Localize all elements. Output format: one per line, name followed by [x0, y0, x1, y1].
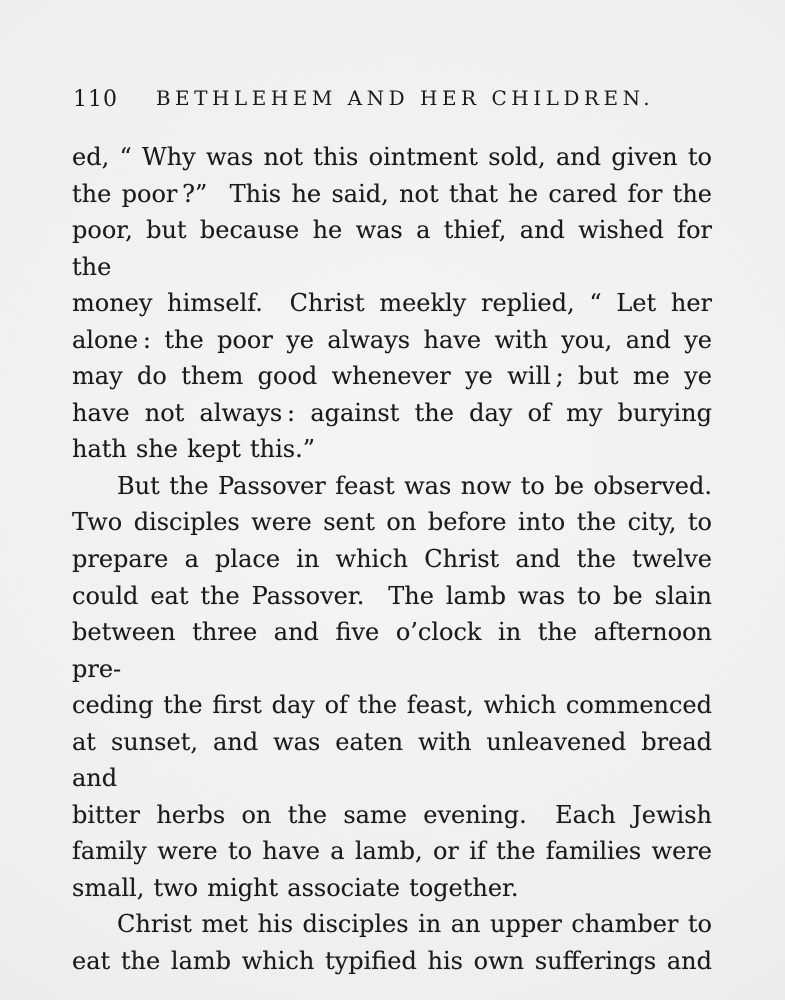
- text-line: prepare a place in which Christ and the twelve: [72, 545, 712, 574]
- text-line: poor, but because he was a thief, and wished for the: [72, 216, 712, 281]
- text-line: alone : the poor ye always have with you, and ye: [72, 325, 712, 354]
- page-header: [72, 86, 712, 118]
- text-line: hath she kept this.”: [72, 435, 315, 464]
- text-line: at sunset, and was eaten with unleavened bread and: [72, 727, 712, 793]
- running-title: BETHLEHEM AND HER CHILDREN.: [155, 86, 655, 110]
- text-line: ceding the first day of the feast, which commenced: [72, 691, 712, 720]
- text-line: could eat the Passover. The lamb was to be slain: [72, 581, 712, 610]
- text-line: may do them good whenever ye will ; but me ye: [72, 362, 712, 391]
- text-line: bitter herbs on the same evening. Each Jewish: [72, 800, 712, 829]
- text-line: family were to have a lamb, or if the families were: [72, 837, 712, 866]
- text-line: money himself. Christ meekly replied, “ Let her: [72, 289, 712, 318]
- text-line: Two disciples were sent on before into the city, to: [72, 508, 712, 537]
- text-line: have not always : against the day of my burying: [72, 398, 712, 427]
- text-line: eat the lamb which typified his own sufferings and: [72, 947, 712, 976]
- text-line: But the Passover feast was now to be observed.: [117, 471, 712, 500]
- text-line: ed, “ Why was not this ointment sold, and given to: [72, 143, 712, 171]
- text-line: between three and five o’clock in the afternoon pre-: [72, 618, 712, 683]
- page-body-text: [72, 139, 712, 980]
- text-line: the poor ?” This he said, not that he cared for the: [72, 179, 712, 208]
- text-line: small, two might associate together.: [72, 873, 519, 902]
- page-number: 110: [73, 87, 118, 112]
- text-line: Christ met his disciples in an upper chamber to: [117, 910, 712, 939]
